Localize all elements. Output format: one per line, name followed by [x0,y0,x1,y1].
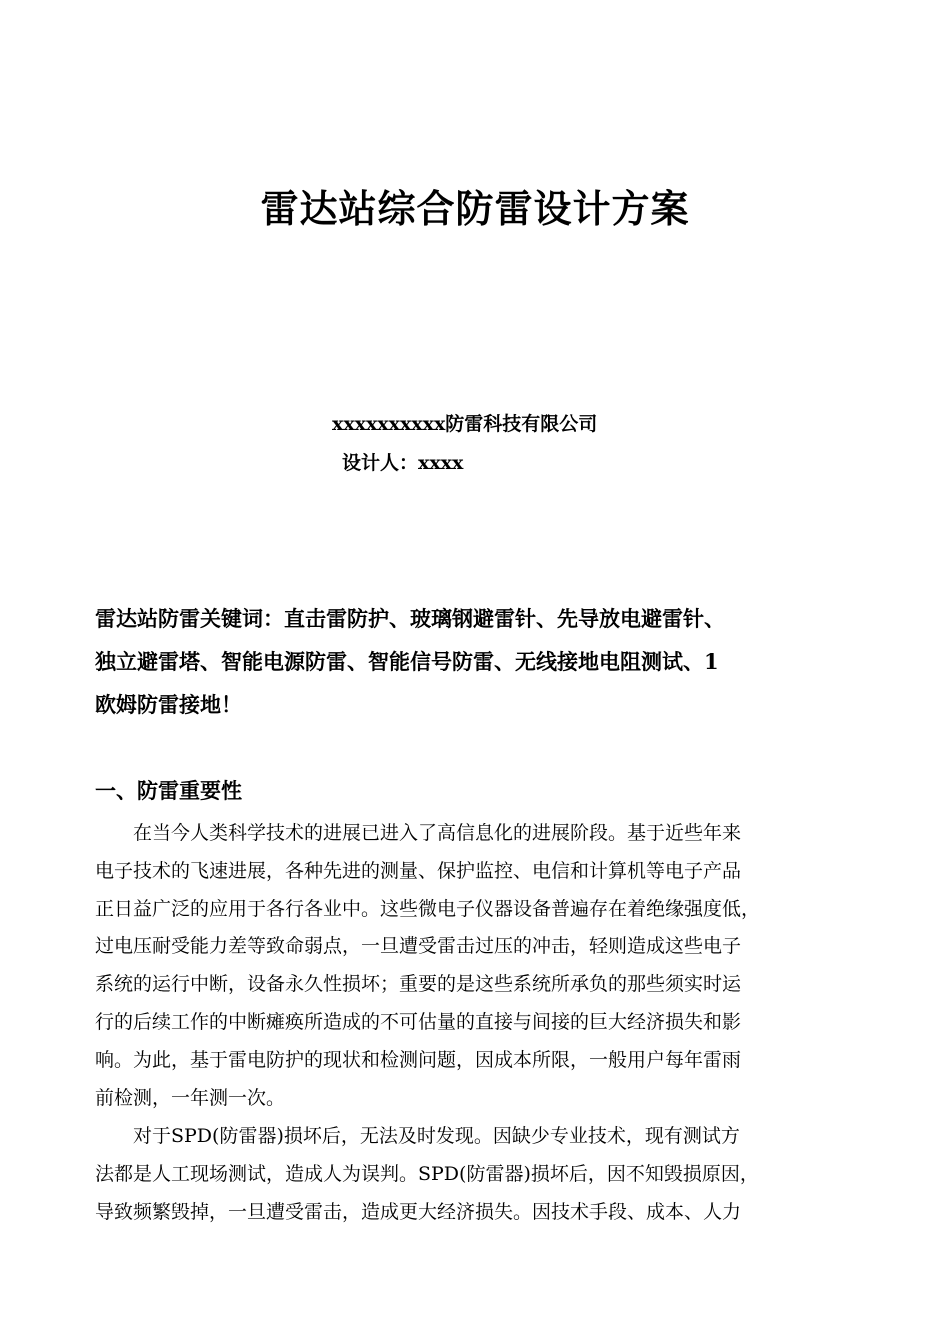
designer-line: 设计人：xxxx [342,452,464,474]
paragraph-line: 电子技术的飞速进展，各种先进的测量、保护监控、电信和计算机等电子产品 [95,859,742,882]
company-name: xxxxxxxxxx防雷科技有限公司 [332,413,598,435]
paragraph-line: 导致频繁毁掉，一旦遭受雷击，造成更大经济损失。因技术手段、成本、人力 [95,1200,742,1223]
paragraph-line: 过电压耐受能力差等致命弱点，一旦遭受雷击过压的冲击，轻则造成这些电子 [95,935,742,958]
paragraph-line: 法都是人工现场测试，造成人为误判。SPD(防雷器)损坏后，因不知毁损原因， [95,1162,759,1185]
section-heading: 一、防雷重要性 [95,779,242,803]
body-paragraph [95,815,880,1117]
paragraph-line: 响。为此，基于雷电防护的现状和检测问题，因成本所限，一般用户每年雷雨 [95,1048,742,1071]
paragraph-line: 在当今人类科学技术的进展已进入了高信息化的进展阶段。基于近些年来 [95,822,742,844]
body-paragraph [95,1118,880,1231]
paragraph-line: 系统的运行中断，设备永久性损坏；重要的是这些系统所承负的那些须实时运 [95,973,742,996]
keywords-block [95,597,865,726]
keywords-line: 雷达站防雷关键词：直击雷防护、玻璃钢避雷针、先导放电避雷针、 [95,606,725,631]
paragraph-line: 对于SPD(防雷器)损坏后，无法及时发现。因缺少专业技术，现有测试方 [95,1125,740,1147]
paragraph-line: 正日益广泛的应用于各行各业中。这些微电子仪器设备普遍存在着绝缘强度低， [95,897,761,920]
keywords-line: 独立避雷塔、智能电源防雷、智能信号防雷、无线接地电阻测试、1 [95,649,719,674]
keywords-line: 欧姆防雷接地！ [95,692,242,717]
document-title: 雷达站综合防雷设计方案 [260,187,690,231]
paragraph-line: 行的后续工作的中断瘫痪所造成的不可估量的直接与间接的巨大经济损失和影 [95,1010,742,1033]
paragraph-line: 前检测，一年测一次。 [95,1086,286,1109]
